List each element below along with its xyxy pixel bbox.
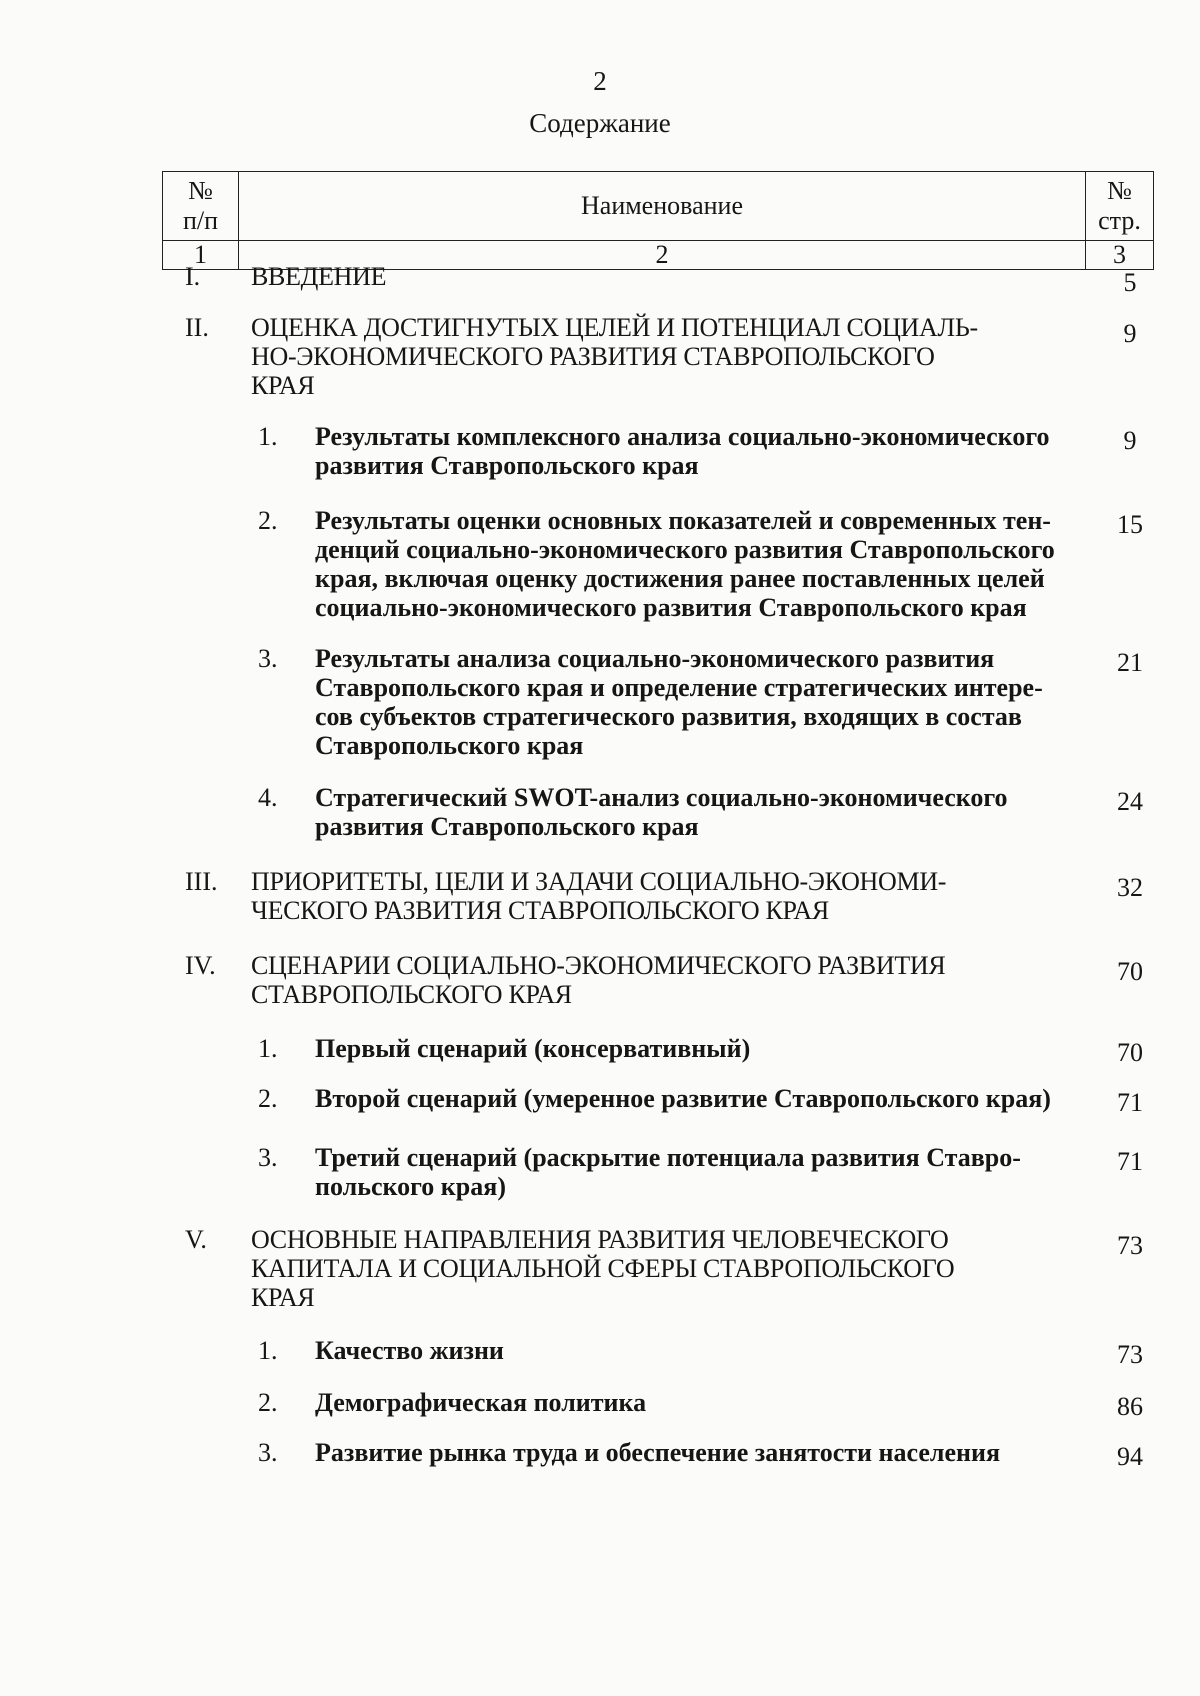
title-line: ВВЕДЕНИЕ [251,262,387,291]
subsection-title [315,1438,1075,1467]
page-ref: 32 [1117,873,1143,902]
header-page-label: стр. [1098,206,1141,235]
page-ref: 15 [1117,510,1143,539]
title-line: Третий сценарий (раскрытие потенциала развития Ставро- [315,1143,1021,1172]
page-number: 2 [593,66,607,96]
subsection-number: 1. [258,422,278,451]
page-ref: 71 [1117,1088,1143,1117]
section-title [251,951,1071,1009]
title-line: Качество жизни [315,1336,504,1365]
section-title [251,262,1071,291]
title-line: социально-экономического развития Ставропольского края [315,593,1027,622]
subsection-title [315,1084,1075,1113]
title-line: Стратегический SWOT-анализ социально-экономического [315,783,1008,812]
subsection-number: 2. [258,506,278,535]
page-ref: 86 [1117,1392,1143,1421]
title-line: Второй сценарий (умеренное развитие Ставропольского края) [315,1084,1051,1113]
subsection-title [315,1143,1075,1201]
subsection-title [315,644,1075,760]
title-line: Демографическая политика [315,1388,647,1417]
subsection-number: 3. [258,1143,278,1172]
title-line: СЦЕНАРИИ СОЦИАЛЬНО-ЭКОНОМИЧЕСКОГО РАЗВИТИЯ [251,951,946,980]
page-title: Содержание [529,108,671,138]
title-line: Ставропольского края и определение стратегических интере- [315,673,1043,702]
title-line: Результаты оценки основных показателей и современных тен- [315,506,1051,535]
title-line: Результаты анализа социально-экономического развития [315,644,995,673]
subsection-number: 2. [258,1388,278,1417]
subsection-title [315,1388,1075,1417]
title-line: Первый сценарий (консервативный) [315,1034,751,1063]
title-line: края, включая оценку достижения ранее поставленных целей [315,564,1045,593]
header-name-cell: Наименование [239,172,1086,241]
subsection-title [315,422,1075,480]
section-title [251,867,1071,925]
title-line: КАПИТАЛА И СОЦИАЛЬНОЙ СФЕРЫ СТАВРОПОЛЬСКОГО [251,1254,955,1283]
section-number: III. [185,867,218,896]
title-line: Результаты комплексного анализа социально-экономического [315,422,1050,451]
subsection-title [315,506,1075,622]
column-number-3: 3 [1086,241,1154,270]
subsection-number: 2. [258,1084,278,1113]
title-line: развития Ставропольского края [315,451,699,480]
subsection-number: 1. [258,1336,278,1365]
page-ref: 21 [1117,648,1143,677]
subsection-title [315,1336,1075,1365]
subsection-number: 4. [258,783,278,812]
header-number-symbol: № [188,176,213,205]
header-page-symbol: № [1107,176,1132,205]
title-line: Ставропольского края [315,731,584,760]
subsection-number: 3. [258,1438,278,1467]
subsection-number: 3. [258,644,278,673]
page-ref: 73 [1117,1340,1143,1369]
section-number: I. [185,262,201,291]
title-line: СТАВРОПОЛЬСКОГО КРАЯ [251,980,572,1009]
page-ref: 9 [1123,426,1137,455]
section-number: IV. [185,951,216,980]
column-number-2: 2 [239,241,1086,270]
title-line: ПРИОРИТЕТЫ, ЦЕЛИ И ЗАДАЧИ СОЦИАЛЬНО-ЭКОНОМИ- [251,867,947,896]
page-ref: 71 [1117,1147,1143,1176]
title-line: ОСНОВНЫЕ НАПРАВЛЕНИЯ РАЗВИТИЯ ЧЕЛОВЕЧЕСКОГО [251,1225,949,1254]
page-ref: 94 [1117,1442,1143,1471]
title-line: Развитие рынка труда и обеспечение занятости населения [315,1438,1001,1467]
title-line: развития Ставропольского края [315,812,699,841]
title-line: денций социально-экономического развития Ставропольского [315,535,1055,564]
header-number-label: п/п [182,206,219,235]
subsection-title [315,1034,1075,1063]
title-line: сов субъектов стратегического развития, входящих в состав [315,702,1022,731]
page-ref: 24 [1117,787,1143,816]
title-line: КРАЯ [251,371,315,400]
title-line: ЧЕСКОГО РАЗВИТИЯ СТАВРОПОЛЬСКОГО КРАЯ [251,896,829,925]
title-line: КРАЯ [251,1283,315,1312]
section-title [251,313,1071,400]
page-ref: 5 [1123,268,1137,297]
page-ref: 70 [1117,1038,1143,1067]
section-title [251,1225,1071,1312]
title-line: ОЦЕНКА ДОСТИГНУТЫХ ЦЕЛЕЙ И ПОТЕНЦИАЛ СОЦИАЛЬ- [251,313,978,342]
page-ref: 9 [1123,319,1137,348]
subsection-number: 1. [258,1034,278,1063]
subsection-title [315,783,1075,841]
title-line: польского края) [315,1172,506,1201]
title-line: НО-ЭКОНОМИЧЕСКОГО РАЗВИТИЯ СТАВРОПОЛЬСКОГО [251,342,935,371]
section-number: II. [185,313,209,342]
column-number-1: 1 [163,241,239,270]
page-ref: 70 [1117,957,1143,986]
section-number: V. [185,1225,207,1254]
page-ref: 73 [1117,1231,1143,1260]
